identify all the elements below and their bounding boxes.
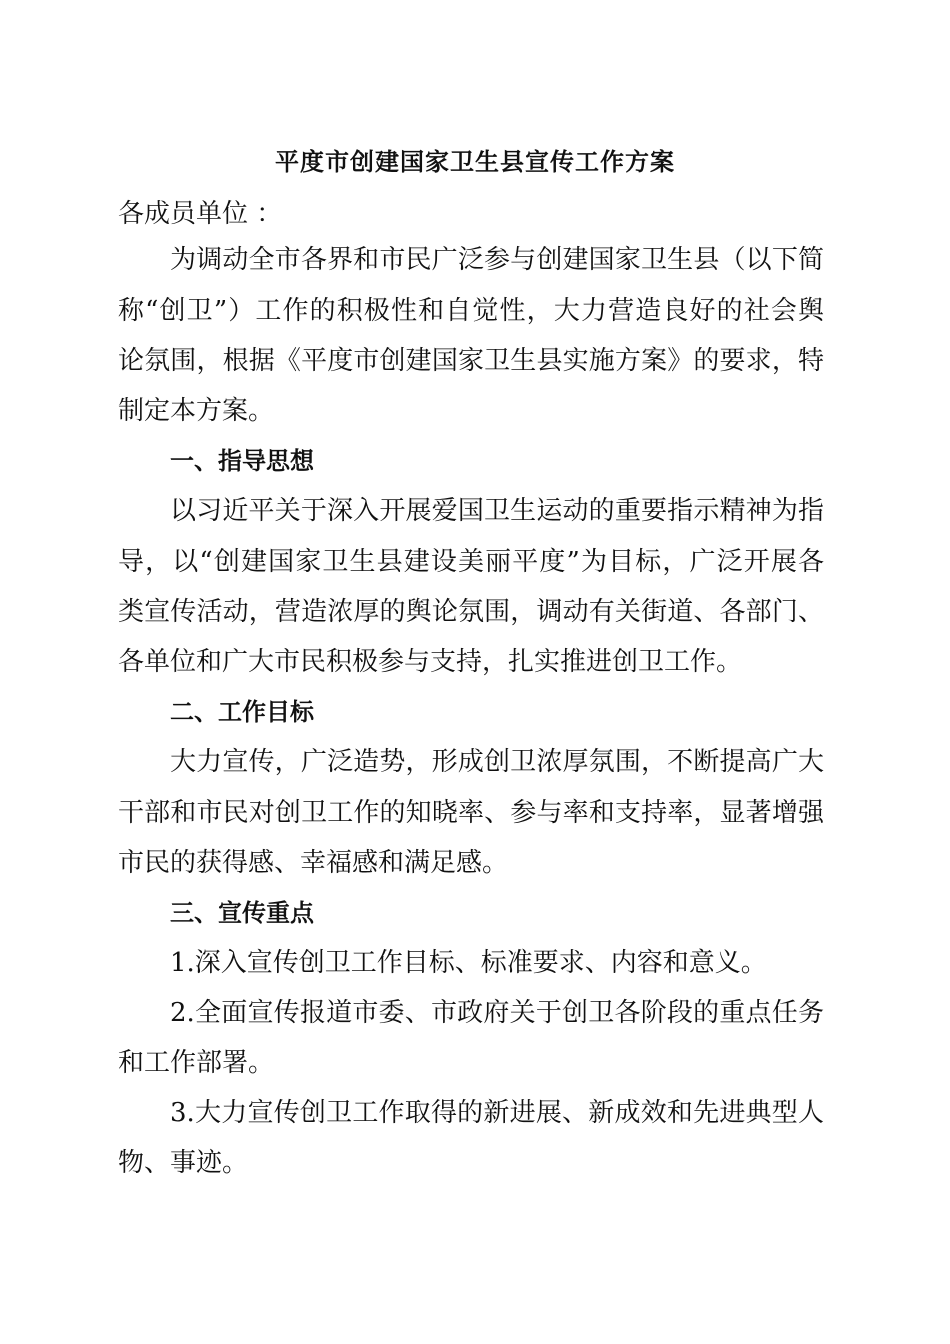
list-item: 1.深入宣传创卫工作目标、标准要求、内容和意义。 <box>170 948 767 978</box>
list-item-continuation: 和工作部署。 <box>118 1048 275 1078</box>
section-heading: 一、指导思想 <box>170 446 314 475</box>
paragraph-line: 以习近平关于深入开展爱国卫生运动的重要指示精神为指 <box>170 496 824 526</box>
paragraph-line: 大力宣传，广泛造势，形成创卫浓厚氛围，不断提高广大 <box>170 747 824 777</box>
salutation: 各成员单位 ： <box>118 199 283 229</box>
intro-line: 论氛围，根据《平度市创建国家卫生县实施方案》的要求，特 <box>118 346 824 376</box>
list-item: 3.大力宣传创卫工作取得的新进展、新成效和先进典型人 <box>170 1098 824 1128</box>
paragraph-line: 各单位和广大市民积极参与支持，扎实推进创卫工作。 <box>118 647 743 677</box>
section-heading: 三、宣传重点 <box>170 898 314 927</box>
intro-line: 称“创卫”）工作的积极性和自觉性，大力营造良好的社会舆 <box>118 296 824 326</box>
paragraph-line: 市民的获得感、幸福感和满足感。 <box>118 848 509 878</box>
section-heading: 二、工作目标 <box>170 697 314 726</box>
paragraph-line: 类宣传活动，营造浓厚的舆论氛围，调动有关街道、各部门、 <box>118 597 824 627</box>
paragraph-line: 干部和市民对创卫工作的知晓率、参与率和支持率，显著增强 <box>118 798 824 828</box>
intro-line: 为调动全市各界和市民广泛参与创建国家卫生县（以下简 <box>170 245 824 275</box>
list-item-continuation: 物、事迹。 <box>118 1148 249 1178</box>
document-title: 平度市创建国家卫生县宣传工作方案 <box>275 147 675 176</box>
intro-line: 制定本方案。 <box>118 396 275 426</box>
paragraph-line: 导，以“创建国家卫生县建设美丽平度”为目标，广泛开展各 <box>118 547 824 577</box>
list-item: 2.全面宣传报道市委、市政府关于创卫各阶段的重点任务 <box>170 998 824 1028</box>
